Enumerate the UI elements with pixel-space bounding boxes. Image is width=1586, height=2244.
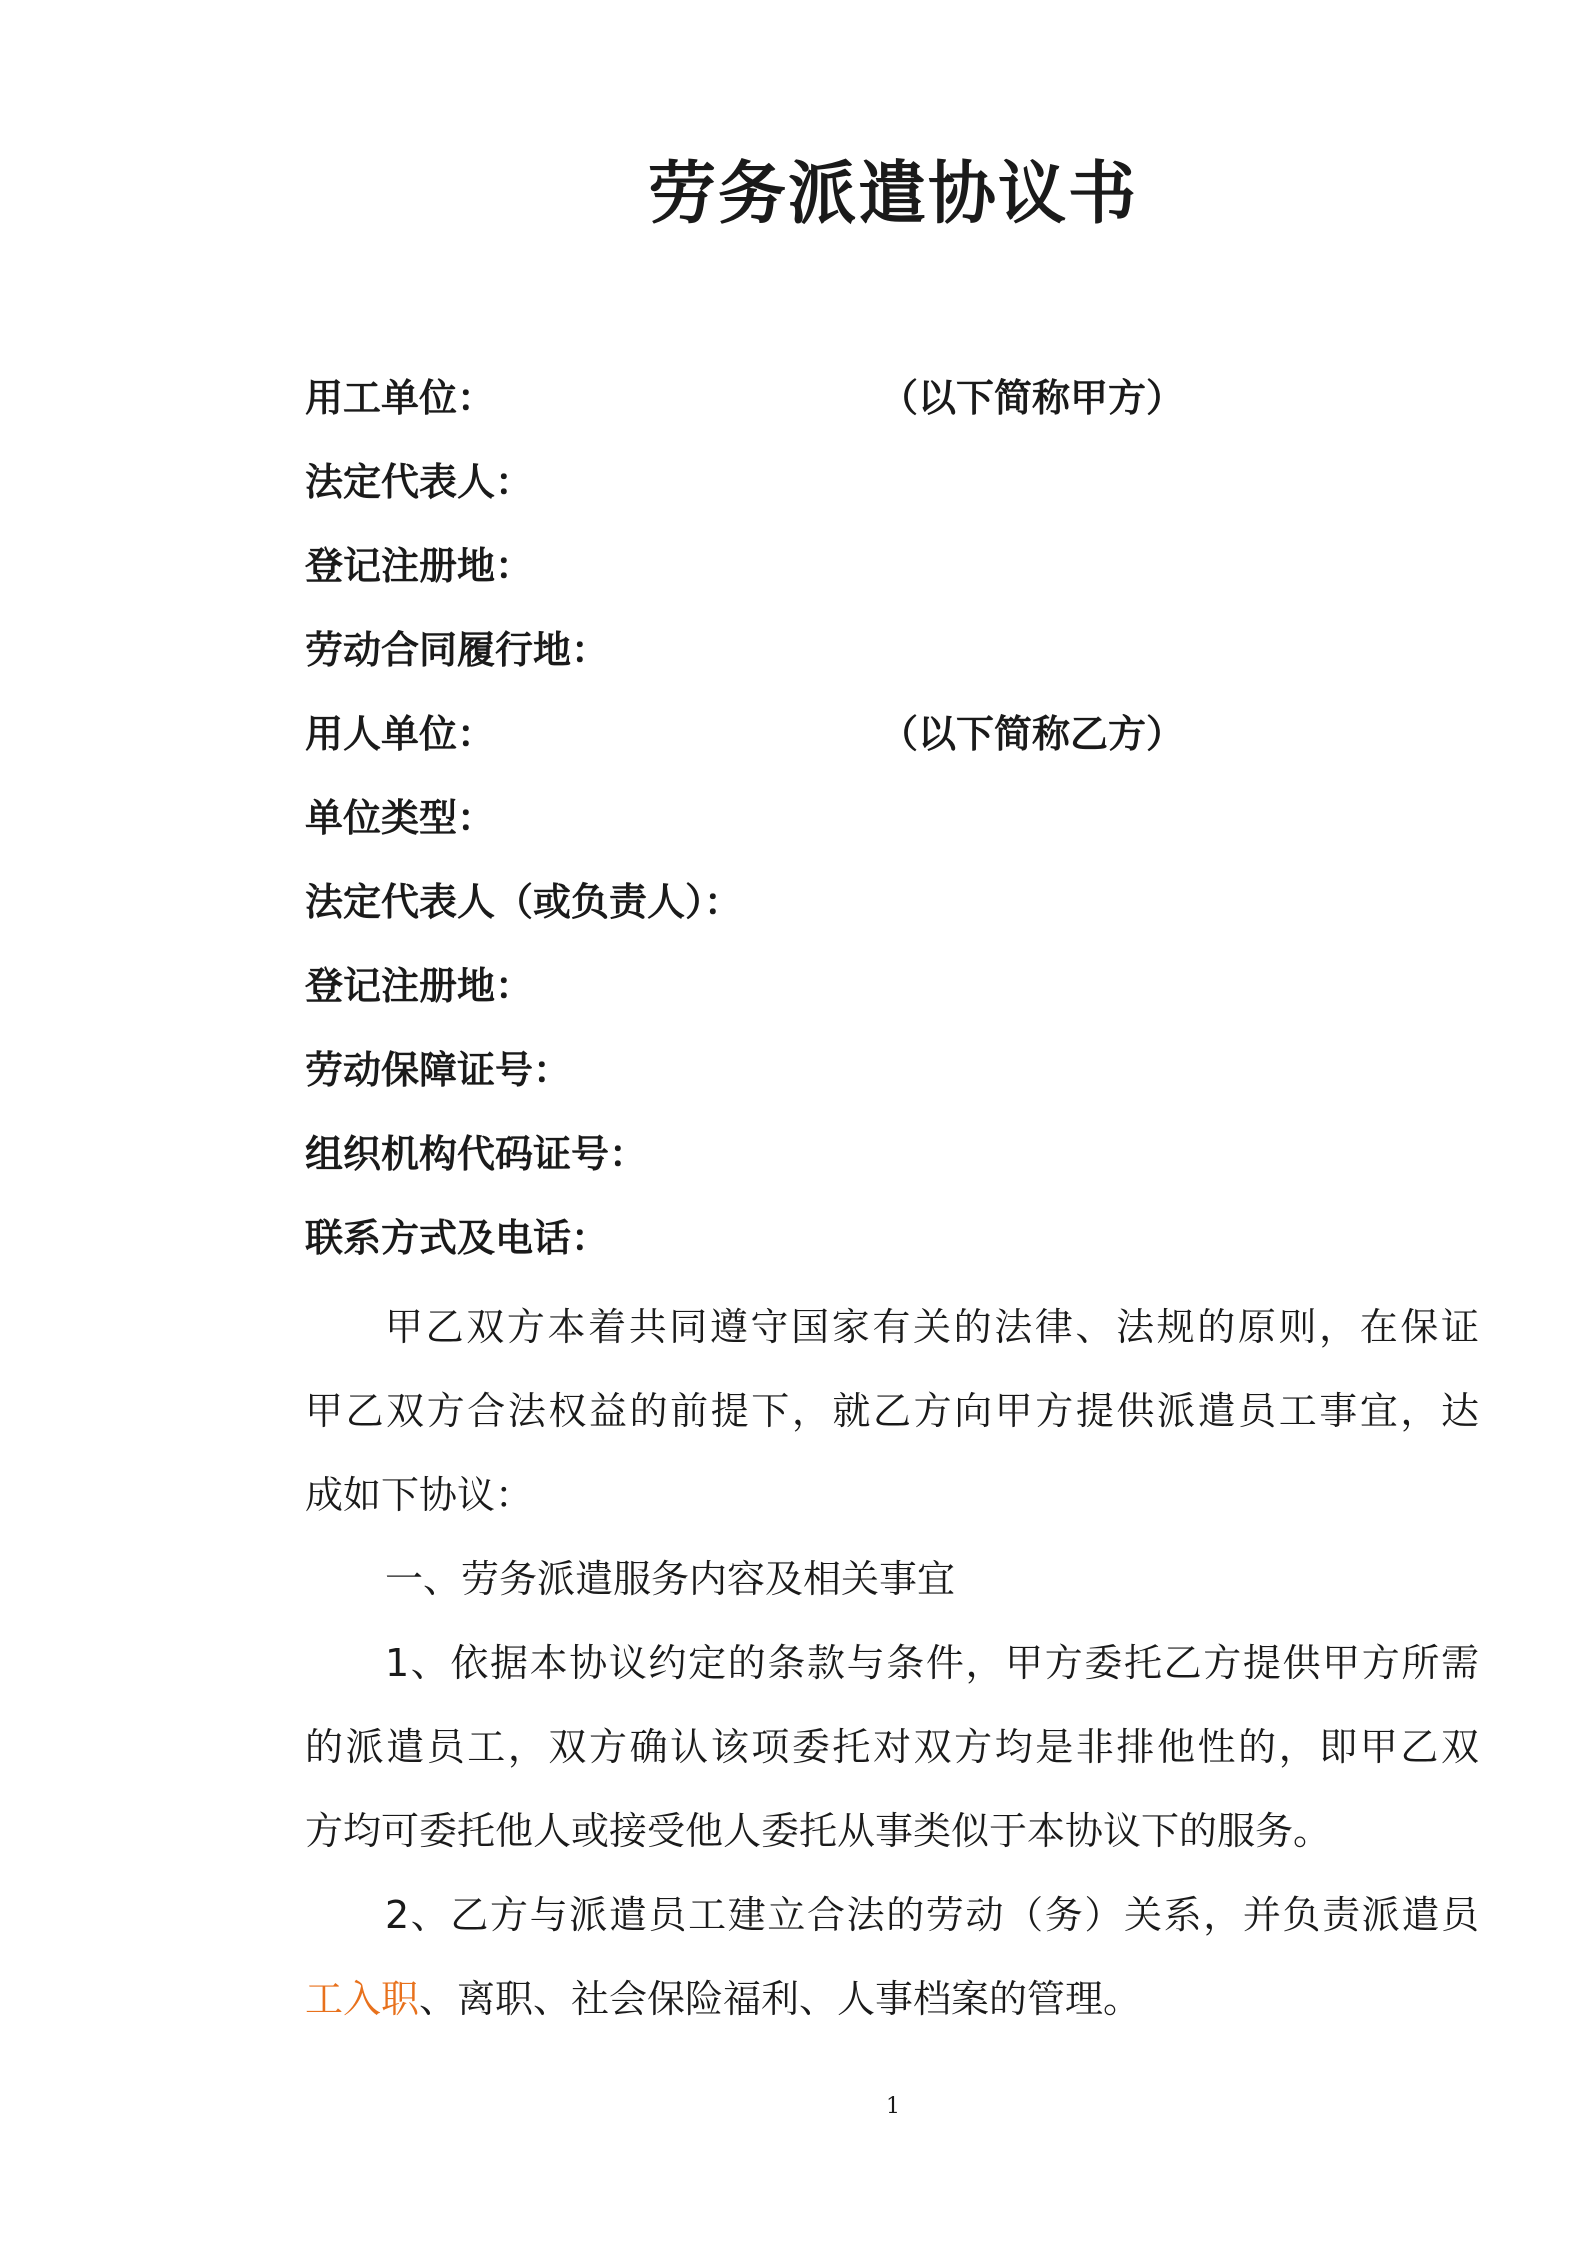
- clause-line: [305, 1957, 1479, 2041]
- clause-line: 的派遣员工，双方确认该项委托对双方均是非排他性的，即甲乙双: [305, 1725, 1479, 1769]
- clause-line-rest: 、离职、社会保险福利、人事档案的管理。: [419, 1977, 1142, 2021]
- clause-1: [305, 1621, 1479, 1873]
- clause-line: 1、依据本协议约定的条款与条件，甲方委托乙方提供甲方所需: [385, 1641, 1479, 1685]
- clause-2: [305, 1873, 1479, 2041]
- field-dispatching-unit-alias: （以下简称乙方）: [880, 712, 1185, 756]
- field-unit-type: 单位类型：: [305, 796, 496, 840]
- intro-line: 甲乙双方本着共同遵守国家有关的法律、法规的原则，在保证: [385, 1305, 1479, 1349]
- field-legal-representative: 法定代表人：: [305, 460, 534, 504]
- field-legal-representative-or-head: 法定代表人（或负责人）：: [305, 880, 743, 924]
- field-contract-performance-place: 劳动合同履行地：: [305, 628, 610, 672]
- field-org-code-cert: 组织机构代码证号：: [305, 1132, 648, 1176]
- intro-line: 成如下协议：: [305, 1473, 534, 1517]
- field-registered-address: 登记注册地：: [305, 544, 534, 588]
- section-1-heading: [305, 1537, 1479, 1621]
- field-employer-alias: （以下简称甲方）: [880, 376, 1185, 420]
- page-number: 1: [886, 2094, 900, 2119]
- intro-line: 甲乙双方合法权益的前提下，就乙方向甲方提供派遣员工事宜，达: [305, 1389, 1479, 1433]
- field-contact-phone: 联系方式及电话：: [305, 1216, 610, 1260]
- clause-line: 2、乙方与派遣员工建立合法的劳动（务）关系，并负责派遣员: [385, 1893, 1479, 1937]
- intro-paragraph: [305, 1285, 1479, 1537]
- field-registered-address-2: 登记注册地：: [305, 964, 534, 1008]
- field-dispatching-unit: 用人单位：: [305, 712, 496, 756]
- highlighted-text: 工入职: [305, 1977, 420, 2021]
- field-labor-security-cert: 劳动保障证号：: [305, 1048, 572, 1092]
- field-employer: 用工单位：: [305, 376, 496, 420]
- document-title: 劳务派遣协议书: [647, 155, 1138, 234]
- section-heading-text: 一、劳务派遣服务内容及相关事宜: [385, 1557, 956, 1601]
- clause-line: 方均可委托他人或接受他人委托从事类似于本协议下的服务。: [305, 1809, 1332, 1853]
